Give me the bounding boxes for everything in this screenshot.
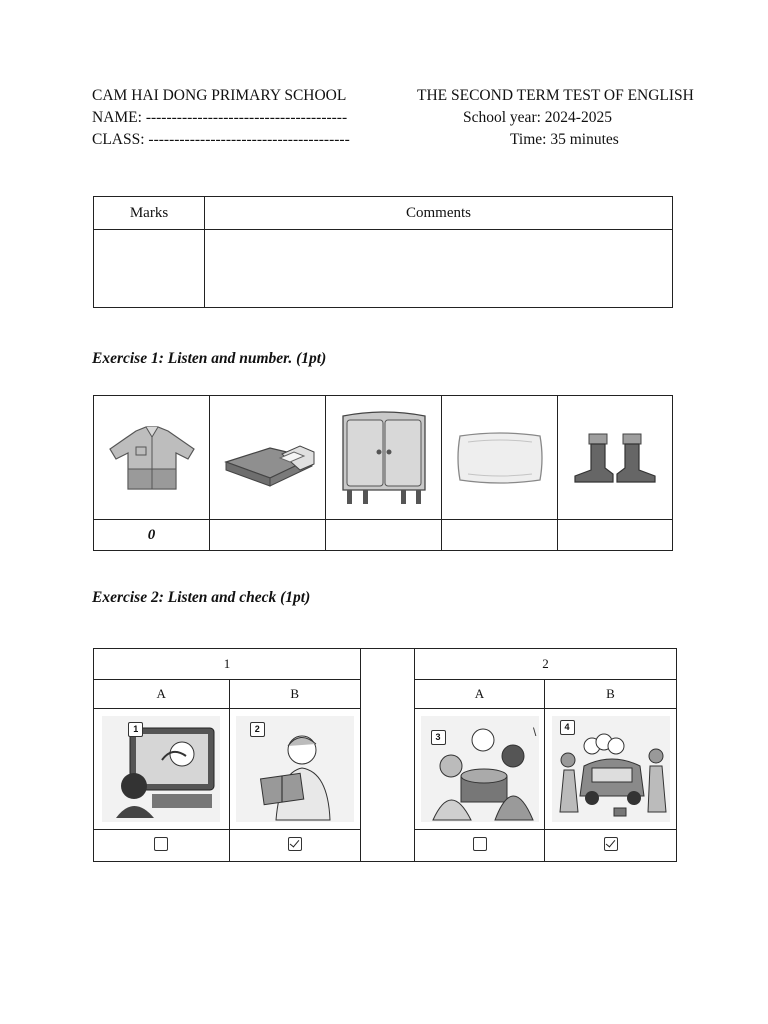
reading-book-picture (236, 716, 354, 822)
exercise1-picture-cell (94, 396, 210, 520)
picture-cell (415, 709, 545, 830)
picture-cell (545, 709, 677, 830)
picture-cell (94, 709, 230, 830)
watching-tv-picture (102, 716, 220, 822)
birthday-cake-picture (421, 716, 539, 822)
checkbox-cell (545, 830, 677, 862)
picture-tag: 1 (128, 722, 143, 737)
exercise1-title: Exercise 1: Listen and number. (1pt) (92, 350, 327, 367)
comments-cell[interactable] (205, 230, 673, 308)
exercise1-picture-cell (210, 396, 326, 520)
answer-cell[interactable] (210, 520, 326, 551)
school-name: CAM HAI DONG PRIMARY SCHOOL (92, 87, 347, 104)
answer-cell[interactable] (326, 520, 442, 551)
exercise1-picture-cell (442, 396, 558, 520)
picture-tag: 3 (431, 730, 446, 745)
option-label: B (545, 680, 677, 709)
checkbox-cell (229, 830, 361, 862)
answer-cell[interactable] (94, 520, 210, 551)
exercise2-table (93, 648, 677, 862)
checkbox-1b[interactable] (288, 837, 302, 851)
test-title: THE SECOND TERM TEST OF ENGLISH (417, 87, 694, 104)
name-line: NAME: --------------------------------------- (92, 109, 348, 126)
exercise2-title: Exercise 2: Listen and check (1pt) (92, 589, 311, 606)
checkbox-2a[interactable] (473, 837, 487, 851)
bed-icon (220, 428, 316, 488)
washing-car-picture (552, 716, 670, 822)
test-time: Time: 35 minutes (510, 131, 619, 148)
class-line: CLASS: --------------------------------------- (92, 131, 350, 148)
table-spacer (361, 649, 415, 862)
exercise1-picture-cell (558, 396, 673, 520)
question-number: 1 (94, 649, 361, 680)
school-year: School year: 2024-2025 (463, 109, 612, 126)
svg-text:\: \ (532, 725, 536, 739)
option-label: A (94, 680, 230, 709)
checkbox-cell (415, 830, 545, 862)
exercise1-picture-cell (326, 396, 442, 520)
answer-cell[interactable] (558, 520, 673, 551)
marks-comments-table (93, 196, 673, 308)
shirt-icon (106, 423, 198, 493)
option-label: A (415, 680, 545, 709)
picture-cell (229, 709, 361, 830)
pillow-icon (454, 428, 546, 488)
picture-tag: 2 (250, 722, 265, 737)
comments-header: Comments (205, 197, 673, 230)
question-number: 2 (415, 649, 677, 680)
example-answer: 0 (147, 526, 156, 543)
checkbox-2b[interactable] (604, 837, 618, 851)
exercise1-table (93, 395, 673, 551)
checkbox-1a[interactable] (154, 837, 168, 851)
marks-header: Marks (94, 197, 205, 230)
answer-cell[interactable] (442, 520, 558, 551)
checkbox-cell (94, 830, 230, 862)
wardrobe-icon (339, 410, 429, 506)
option-label: B (229, 680, 361, 709)
boots-icon (569, 430, 661, 486)
marks-cell[interactable] (94, 230, 205, 308)
picture-tag: 4 (560, 720, 575, 735)
